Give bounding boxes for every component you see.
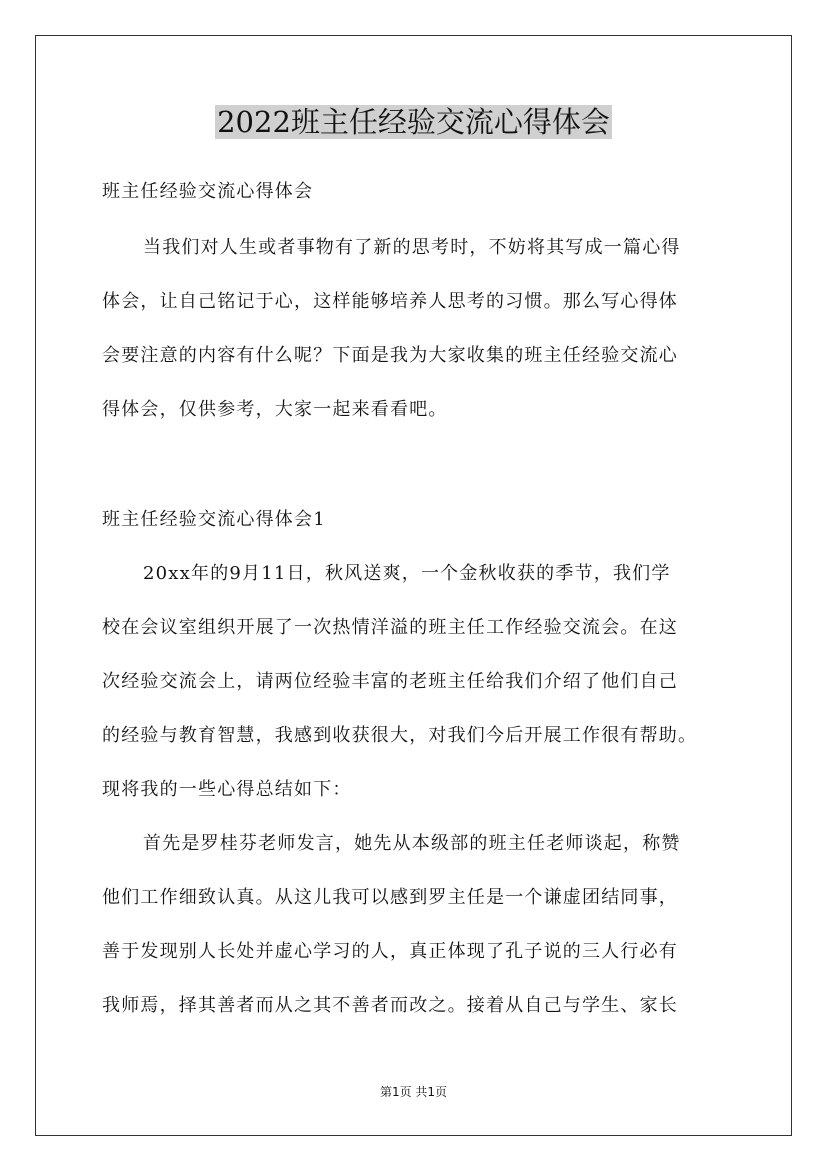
body-line: 的经验与教育智慧，我感到收获很大，对我们今后开展工作很有帮助。 [102,725,698,746]
body-line: 20xx年的9月11日，秋风送爽，一个金秋收获的季节，我们学 [143,563,671,584]
body-line: 首先是罗桂芬老师发言，她先从本级部的班主任老师谈起，称赞 [143,833,681,854]
body-line: 我师焉，择其善者而从之其不善者而改之。接着从自己与学生、家长 [102,995,678,1016]
document-title: 2022班主任经验交流心得体会 [217,105,610,139]
section-heading: 班主任经验交流心得体会1 [102,509,326,530]
document-subtitle: 班主任经验交流心得体会 [102,181,314,202]
body-line: 次经验交流会上，请两位经验丰富的老班主任给我们介绍了他们自己 [102,671,678,692]
body-line: 他们工作细致认真。从这儿我可以感到罗主任是一个谦虚团结同事， [102,887,678,908]
intro-line: 体会，让自己铭记于心，这样能够培养人思考的习惯。那么写心得体 [102,291,678,312]
intro-line: 得体会，仅供参考，大家一起来看看吧。 [102,399,448,420]
intro-line: 当我们对人生或者事物有了新的思考时，不妨将其写成一篇心得 [143,237,681,258]
body-line: 现将我的一些心得总结如下： [102,779,352,800]
body-line: 校在会议室组织开展了一次热情洋溢的班主任工作经验交流会。在这 [102,617,678,638]
body-line: 善于发现别人长处并虚心学习的人，真正体现了孔子说的三人行必有 [102,941,678,962]
intro-line: 会要注意的内容有什么呢？下面是我为大家收集的班主任经验交流心 [102,345,678,366]
page-footer: 第1页 共1页 [379,1085,448,1099]
